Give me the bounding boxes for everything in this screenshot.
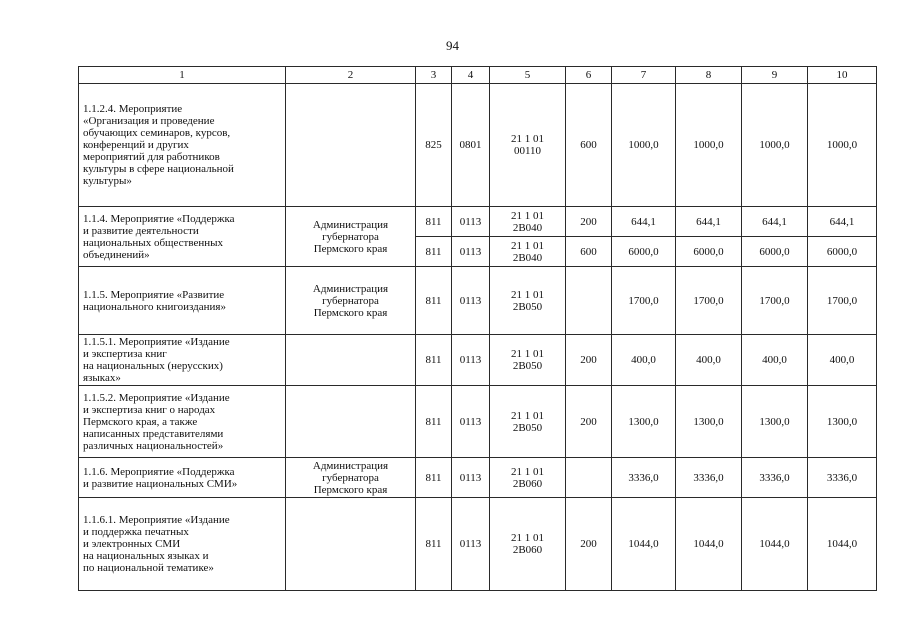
administrator bbox=[286, 335, 416, 386]
expense-type-code: 200 bbox=[566, 498, 612, 591]
expense-type-code: 200 bbox=[566, 207, 612, 237]
measure-name: 1.1.4. Мероприятие «Поддержка и развитие деятельности национальных общественных объединений» bbox=[79, 207, 286, 267]
header-cell: 7 bbox=[612, 67, 676, 84]
value-col8: 1000,0 bbox=[676, 84, 742, 207]
target-article-code: 21 1 01 2В040 bbox=[490, 237, 566, 267]
header-cell: 5 bbox=[490, 67, 566, 84]
header-cell: 3 bbox=[416, 67, 452, 84]
target-article-code: 21 1 01 2В060 bbox=[490, 498, 566, 591]
budget-table bbox=[78, 66, 877, 591]
value-col10: 1000,0 bbox=[808, 84, 877, 207]
section-code: 0113 bbox=[452, 335, 490, 386]
value-col10: 400,0 bbox=[808, 335, 877, 386]
value-col7: 6000,0 bbox=[612, 237, 676, 267]
section-code: 0801 bbox=[452, 84, 490, 207]
target-article-code: 21 1 01 2В050 bbox=[490, 386, 566, 458]
measure-name: 1.1.6. Мероприятие «Поддержка и развитие национальных СМИ» bbox=[79, 458, 286, 498]
value-col9: 6000,0 bbox=[742, 237, 808, 267]
table-row bbox=[79, 84, 877, 207]
target-article-code: 21 1 01 2В040 bbox=[490, 207, 566, 237]
header-row bbox=[79, 67, 877, 84]
value-col8: 1700,0 bbox=[676, 267, 742, 335]
value-col8: 6000,0 bbox=[676, 237, 742, 267]
value-col10: 644,1 bbox=[808, 207, 877, 237]
header-cell: 2 bbox=[286, 67, 416, 84]
value-col7: 400,0 bbox=[612, 335, 676, 386]
table-row bbox=[79, 386, 877, 458]
value-col9: 1044,0 bbox=[742, 498, 808, 591]
grbs-code: 811 bbox=[416, 498, 452, 591]
table-row bbox=[79, 498, 877, 591]
value-col9: 1300,0 bbox=[742, 386, 808, 458]
administrator: Администрация губернатора Пермского края bbox=[286, 207, 416, 267]
value-col7: 1044,0 bbox=[612, 498, 676, 591]
page-number: 94 bbox=[446, 38, 459, 53]
value-col10: 6000,0 bbox=[808, 237, 877, 267]
value-col10: 1700,0 bbox=[808, 267, 877, 335]
grbs-code: 811 bbox=[416, 386, 452, 458]
expense-type-code: 600 bbox=[566, 237, 612, 267]
header-cell: 4 bbox=[452, 67, 490, 84]
value-col9: 1700,0 bbox=[742, 267, 808, 335]
value-col8: 1044,0 bbox=[676, 498, 742, 591]
value-col8: 644,1 bbox=[676, 207, 742, 237]
value-col10: 1300,0 bbox=[808, 386, 877, 458]
value-col7: 1300,0 bbox=[612, 386, 676, 458]
table-row bbox=[79, 458, 877, 498]
target-article-code: 21 1 01 2В060 bbox=[490, 458, 566, 498]
value-col7: 1700,0 bbox=[612, 267, 676, 335]
value-col8: 3336,0 bbox=[676, 458, 742, 498]
administrator bbox=[286, 84, 416, 207]
measure-name: 1.1.6.1. Мероприятие «Издание и поддержка печатных и электронных СМИ на национальных языках и по национальной тематике» bbox=[79, 498, 286, 591]
administrator bbox=[286, 498, 416, 591]
grbs-code: 811 bbox=[416, 458, 452, 498]
measure-name: 1.1.5.1. Мероприятие «Издание и экспертиза книг на национальных (нерусских) языках» bbox=[79, 335, 286, 386]
grbs-code: 811 bbox=[416, 237, 452, 267]
table-row bbox=[79, 335, 877, 386]
value-col8: 1300,0 bbox=[676, 386, 742, 458]
target-article-code: 21 1 01 2В050 bbox=[490, 335, 566, 386]
grbs-code: 811 bbox=[416, 267, 452, 335]
target-article-code: 21 1 01 2В050 bbox=[490, 267, 566, 335]
header-cell: 6 bbox=[566, 67, 612, 84]
administrator bbox=[286, 386, 416, 458]
table-row bbox=[79, 267, 877, 335]
value-col7: 1000,0 bbox=[612, 84, 676, 207]
section-code: 0113 bbox=[452, 237, 490, 267]
table-row bbox=[79, 207, 877, 237]
expense-type-code: 200 bbox=[566, 335, 612, 386]
section-code: 0113 bbox=[452, 498, 490, 591]
target-article-code: 21 1 01 00110 bbox=[490, 84, 566, 207]
value-col9: 3336,0 bbox=[742, 458, 808, 498]
header-cell: 1 bbox=[79, 67, 286, 84]
section-code: 0113 bbox=[452, 267, 490, 335]
value-col8: 400,0 bbox=[676, 335, 742, 386]
header-cell: 8 bbox=[676, 67, 742, 84]
expense-type-code: 200 bbox=[566, 386, 612, 458]
value-col9: 400,0 bbox=[742, 335, 808, 386]
administrator: Администрация губернатора Пермского края bbox=[286, 458, 416, 498]
value-col10: 3336,0 bbox=[808, 458, 877, 498]
grbs-code: 825 bbox=[416, 84, 452, 207]
section-code: 0113 bbox=[452, 207, 490, 237]
measure-name: 1.1.5. Мероприятие «Развитие национального книгоиздания» bbox=[79, 267, 286, 335]
header-cell: 9 bbox=[742, 67, 808, 84]
measure-name: 1.1.5.2. Мероприятие «Издание и экспертиза книг о народах Пермского края, а также написанных представителями различных национальностей» bbox=[79, 386, 286, 458]
measure-name: 1.1.2.4. Мероприятие «Организация и проведение обучающих семинаров, курсов, конференций и других мероприятий для работников культуры в сфере национальной культуры» bbox=[79, 84, 286, 207]
header-cell: 10 bbox=[808, 67, 877, 84]
administrator: Администрация губернатора Пермского края bbox=[286, 267, 416, 335]
section-code: 0113 bbox=[452, 386, 490, 458]
grbs-code: 811 bbox=[416, 207, 452, 237]
expense-type-code bbox=[566, 267, 612, 335]
value-col7: 3336,0 bbox=[612, 458, 676, 498]
value-col7: 644,1 bbox=[612, 207, 676, 237]
section-code: 0113 bbox=[452, 458, 490, 498]
grbs-code: 811 bbox=[416, 335, 452, 386]
expense-type-code: 600 bbox=[566, 84, 612, 207]
value-col9: 644,1 bbox=[742, 207, 808, 237]
value-col9: 1000,0 bbox=[742, 84, 808, 207]
value-col10: 1044,0 bbox=[808, 498, 877, 591]
expense-type-code bbox=[566, 458, 612, 498]
